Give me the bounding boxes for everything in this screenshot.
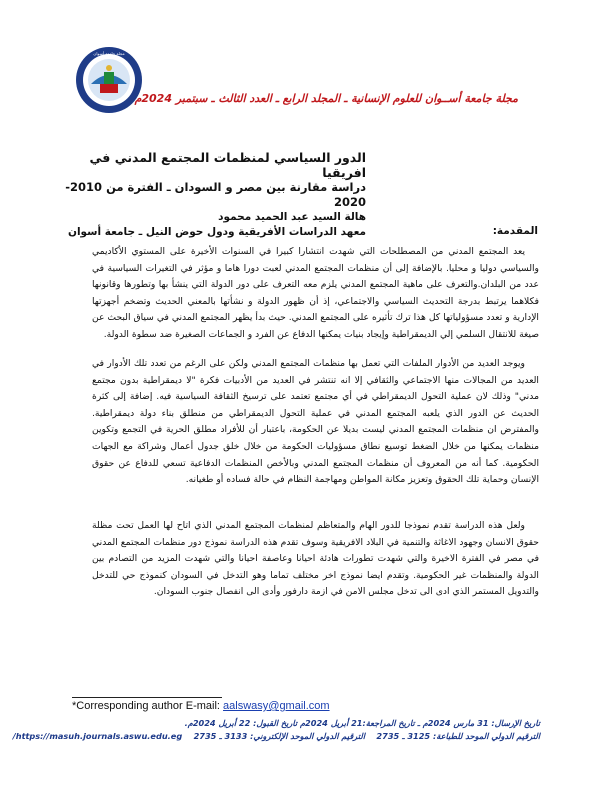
paragraph-1-text: يعد المجتمع المدني من المصطلحات التي شهدت انتشارا كبيرا في السنوات الأخيرة على المستوي الأكاديمي والسياسي دوليا و محليا. بالإضافة إلى أن منظمات المجتمع المدني لعبت دورا هاما و مؤثر في التغيرات السياسية في عدد من البلدان.والتعرف على ماهية المجتمع المدني يلزم معه التعرف على دور الدولة التي ينشأ بها وتطورها وقانونها فكلاهما يرتبط بدرجة التحديث السياسي والاجتماعي، إذ أن ظهور الدولة و نشأتها بالمعني الحديث وتضخم أجهزتها الإدارية و تعدد مسؤولياتها كل هذا ترك تأثيره على المجتمع المدني. حيث بدأ يظهر المجتمع المدني في سياق البحث عن صيغة للانتقال السلمي إلي الديمقراطية وإيجاد بنيات يمكنها الدفاع عن الفرد و الجماعات الصغيرة ضد سطوة الدولة. — [92, 246, 539, 340]
author-email-link[interactable]: aalswasy@gmail.com — [223, 700, 330, 712]
paragraph-2-text: ويوجد العديد من الأدوار الملفات التي تعمل بها منظمات المجتمع المدني ولكن على الرغم من تعدد تلك الأدوار في العديد من المجالات منها الاجتماعي والثقافي إلا انه تنتشر في العديد من الأدبيات فكرة "لا ديمقراطية بدون مجتمع مدني" وذلك لان عملية التحول الديمقراطي في أي مجتمع تعتمد على ترسيخ الثقافة السياسية فيه. إضافة إلى كثرة الحديث عن الدور الذي يلعبه المجتمع المدني في عملية التحول الديمقراطي من منطلق بناء دولة ديمقراطية. والمفترض ان منظمات المجتمع المدني ليست بديلا عن الحكومة، باعتبار أن للأفراد مطلق الحرية في التجمع وتكوين منظمات يمكنها من خلال الضغط توسيع نطاق مسؤوليات الحكومة من خلال خلق جدول أعمال وشراكة مع الجهات الحكومية. كما أنه من المعروف أن منظمات المجتمع المدني وبالأخص المنظمات الدفاعية تسعي للدفاع عن حقوق الإنسان وحماية تلك الحقوق وتعزيز مكانة المواطن ومهاجمة النظام في حالة فساده أو طغيانه. — [92, 358, 539, 486]
footnote-label: *Corresponding author E-mail: — [72, 700, 220, 712]
author-name: هالة السيد عبد الحميد محمود — [218, 211, 366, 223]
paragraph-3 — [92, 518, 539, 601]
paper-title-line2: دراسة مقارنة بين مصر و السودان ـ الفترة من 2010-2020 — [65, 180, 366, 209]
paper-title-line1: الدور السياسي لمنظمات المجتمع المدني في افريقيا — [89, 150, 366, 180]
section-heading: المقدمة: — [492, 225, 538, 237]
university-logo — [74, 44, 144, 116]
paragraph-2 — [92, 356, 539, 489]
issn-online: الترقيم الدولي الموحد الإلكتروني: 3133 ـ 2735 — [193, 731, 366, 741]
svg-text:مجلة جامعة أسوان: مجلة جامعة أسوان — [93, 51, 125, 56]
title-block — [46, 150, 366, 240]
paragraph-3-text: ولعل هذه الدراسة تقدم نموذجا للدور الهام والمتعاظم لمنظمات المجتمع المدني الذي اتاح لها العمل تحت مظلة حقوق الانسان وجهود الاغاثة والتنمية في البلاد الافريقية وسوف تقدم هذه الدراسة نموذج دور منظمات المجتمع المدني في مصر في الفترة الاخيرة والتي شهدت تطورات هادئة احيانا وعاصفة احيانا والتي شهدت المزيد من التصادم بين الدولة والمنظمات غير الحكومية. وتقدم ايضا نموذج اخر مختلف تماما وهو التدخل في السودان كنموذج حي للتدخل والتدويل المستمر الذي ادى الى تدخل مجلس الامن في ازمة دارفور وأدى الى انفصال جنوب السودان. — [92, 520, 539, 598]
journal-header: مجلة جامعة أســوان للعلوم الإنسانية ـ المجلد الرابع ـ العدد الثالث ـ سبتمبر 2024م — [134, 92, 518, 105]
footnote-divider — [72, 697, 222, 698]
submission-dates: تاريخ الإرسال: 31 مارس 2024م ـ تاريخ المراجعة:21 أبريل 2024م تاريخ القبول: 22 أبريل 2024م. — [184, 718, 540, 728]
author-affiliation: معهد الدراسات الأفريقية ودول حوض النيل ـ جامعة أسوان — [68, 226, 366, 238]
issn-print: الترقيم الدولي الموحد للطباعة: 3125 ـ 2735 — [376, 731, 540, 741]
issn-row — [13, 731, 540, 741]
corresponding-author — [72, 700, 330, 712]
journal-url-link[interactable]: https://masuh.journals.aswu.edu.eg/ — [12, 731, 183, 741]
paragraph-1 — [92, 244, 539, 344]
